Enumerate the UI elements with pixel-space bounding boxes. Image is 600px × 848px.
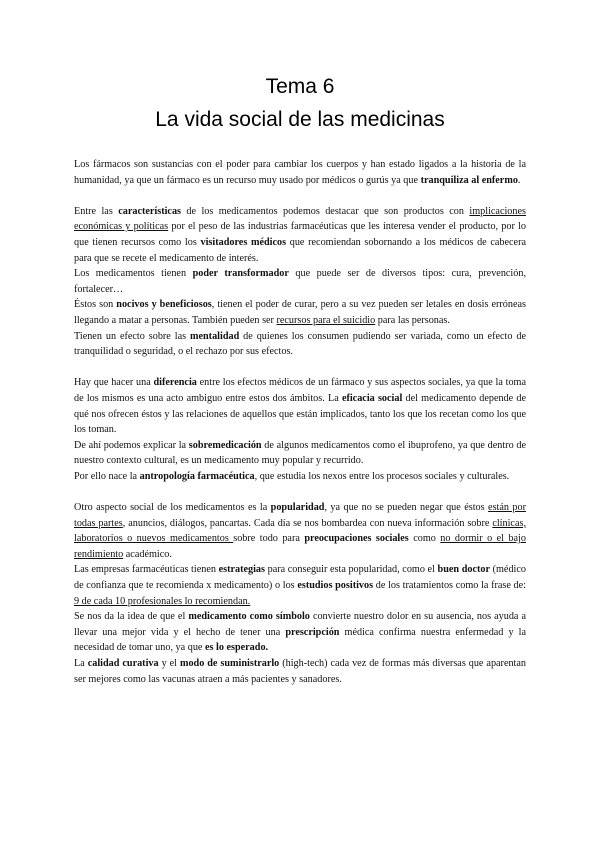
bold-term: modo de suministrarlo [179,658,280,669]
text-run: entre los efectos médicos de un fármaco y sus aspectos sociales, ya que la toma de los mismos es una acto ambiguo entre estos dos ámbitos. La [74,377,527,404]
text-run: (high-tech) cada vez de formas más diversas que aparentan ser mejores como las vacunas atraen a más pacientes y sanadores. [74,658,527,685]
bold-term: buen doctor [437,564,490,576]
bold-term: estudios positivos [297,580,374,592]
underlined-term: 9 de cada 10 profesionales lo recomiendan. [74,595,251,607]
bold-term: antropología farmacéutica [139,470,255,482]
text-run: y el [158,658,180,669]
paragraph-harmful-beneficial [74,297,526,328]
bold-term: prescripción [285,626,340,638]
paragraph-overmedication [74,438,526,469]
text-run: como [408,533,441,545]
text-run: Por ello nace la [74,470,140,482]
paragraph-gap [74,188,526,204]
text-run: convierte nuestro dolor en su ausencia, nos ayuda a llevar una mejor vida y el hecho de tener una [74,611,527,638]
text-run: . [517,174,521,186]
bold-term: medicamento como símbolo [188,611,310,623]
bold-term: tranquiliza al enfermo [420,174,518,186]
topic-number-heading: Tema 6 [265,75,335,98]
text-run: (médico de confianza que te recomienda x medicamento) o los [74,564,526,592]
bold-term: eficacia social [341,392,403,404]
bold-term: diferencia [153,377,197,389]
bold-term: poder transformador [192,268,289,280]
page-title: La vida social de las medicinas [155,108,445,131]
underlined-term: implicaciones económicas y políticas [74,205,526,233]
text-run: Éstos son [74,299,117,311]
paragraph-pharma-anthropology [74,469,526,485]
text-run: sobre todo para [233,533,305,545]
bold-term: preocupaciones sociales [304,533,409,545]
text-run: por el peso de las industrias farmacéuticas que les interesa vender el producto, por lo que tienen recursos como los [74,221,527,248]
bold-term: estrategias [218,564,265,576]
text-run: que puede ser de diversos tipos: cura, prevención, fortalecer… [74,268,526,295]
text-run: que recomiendan sobornando a los médicos de cabecera para que se recete el medicamento de interés. [74,236,526,264]
text-run: del medicamento depende de qué nos ofrecen éstos y las relaciones de aquellos que están implicados, tanto los que los recetan como los que los toman. [74,392,526,436]
text-run: Los medicamentos tienen [74,268,193,280]
underlined-term: no dormir o el bajo rendimiento [74,533,526,560]
paragraph-strategies [74,562,526,609]
paragraph-characteristics [74,204,526,266]
text-run: De ahí podemos explicar la [74,439,189,451]
bold-term: sobremedicación [188,439,262,451]
bold-term: es lo esperado. [204,642,269,654]
bold-term: nocivos y beneficiosos [116,299,212,311]
text-run: académico. [123,548,172,560]
text-run: Otro aspecto social de los medicamentos es la [74,502,271,514]
text-run: Entre las [74,205,119,217]
text-run: , tienen el poder de curar, pero a su vez pueden ser letales en dosis erróneas llegando a matar a personas. También pueden ser [74,299,526,326]
document-body [74,157,526,687]
paragraph-popularity [74,500,526,562]
paragraph-mentality [74,329,526,360]
text-run: de los medicamentos podemos destacar que son productos con [181,205,470,217]
text-run: para conseguir esta popularidad, como el [264,564,438,576]
text-run: , que estudia los nexos entre los procesos sociales y culturales. [254,470,510,482]
text-run: , ya que no se pueden negar que éstos [324,502,489,514]
paragraph-gap [74,484,526,500]
bold-term: calidad curativa [87,658,159,669]
text-run: médica confirma nuestra enfermedad y la necesidad de tomar uno, ya que [74,626,526,654]
underlined-term: clínicas, laboratorios o nuevos medicamentos [74,517,526,545]
text-run: de algunos medicamentos como el ibuprofeno, ya que dentro de nuestro contexto cultural, es un medicamento muy popular y recurrido. [74,439,526,467]
text-run: Tienen un efecto sobre las [74,330,190,342]
bold-term: mentalidad [190,330,240,342]
paragraph-symbol [74,609,526,656]
text-run: para las personas. [375,314,450,326]
text-run: Se nos da la idea de que el [74,611,189,623]
text-run: de los tratamientos como la frase de: [373,580,526,592]
bold-term: visitadores médicos [200,236,287,248]
paragraph-gap [74,360,526,376]
underlined-term: están por todas partes [74,502,526,529]
paragraph-transformative-power [74,266,526,297]
paragraph-intro [74,157,526,188]
bold-term: popularidad [270,502,325,514]
underlined-term: recursos para el suicidio [276,314,376,326]
text-run: La [74,658,88,669]
paragraph-difference [74,375,526,437]
text-run: Los fármacos son sustancias con el poder para cambiar los cuerpos y han estado ligados a la historia de la humanidad, ya que un fármaco es un recurso muy usado por médicos o gurús ya que [74,159,526,186]
text-run: Las empresas farmacéuticas tienen [74,564,219,576]
bold-term: características [118,205,182,217]
text-run: de quienes los consumen pudiendo ser variada, como un efecto de tranquilidad o seguridad, o el rechazo por sus efectos. [74,330,526,358]
text-run: , anuncios, diálogos, pancartas. Cada día se nos bombardea con nueva información sobre [122,517,493,529]
paragraph-curative-quality [74,656,526,687]
text-run: Hay que hacer una [74,377,154,389]
